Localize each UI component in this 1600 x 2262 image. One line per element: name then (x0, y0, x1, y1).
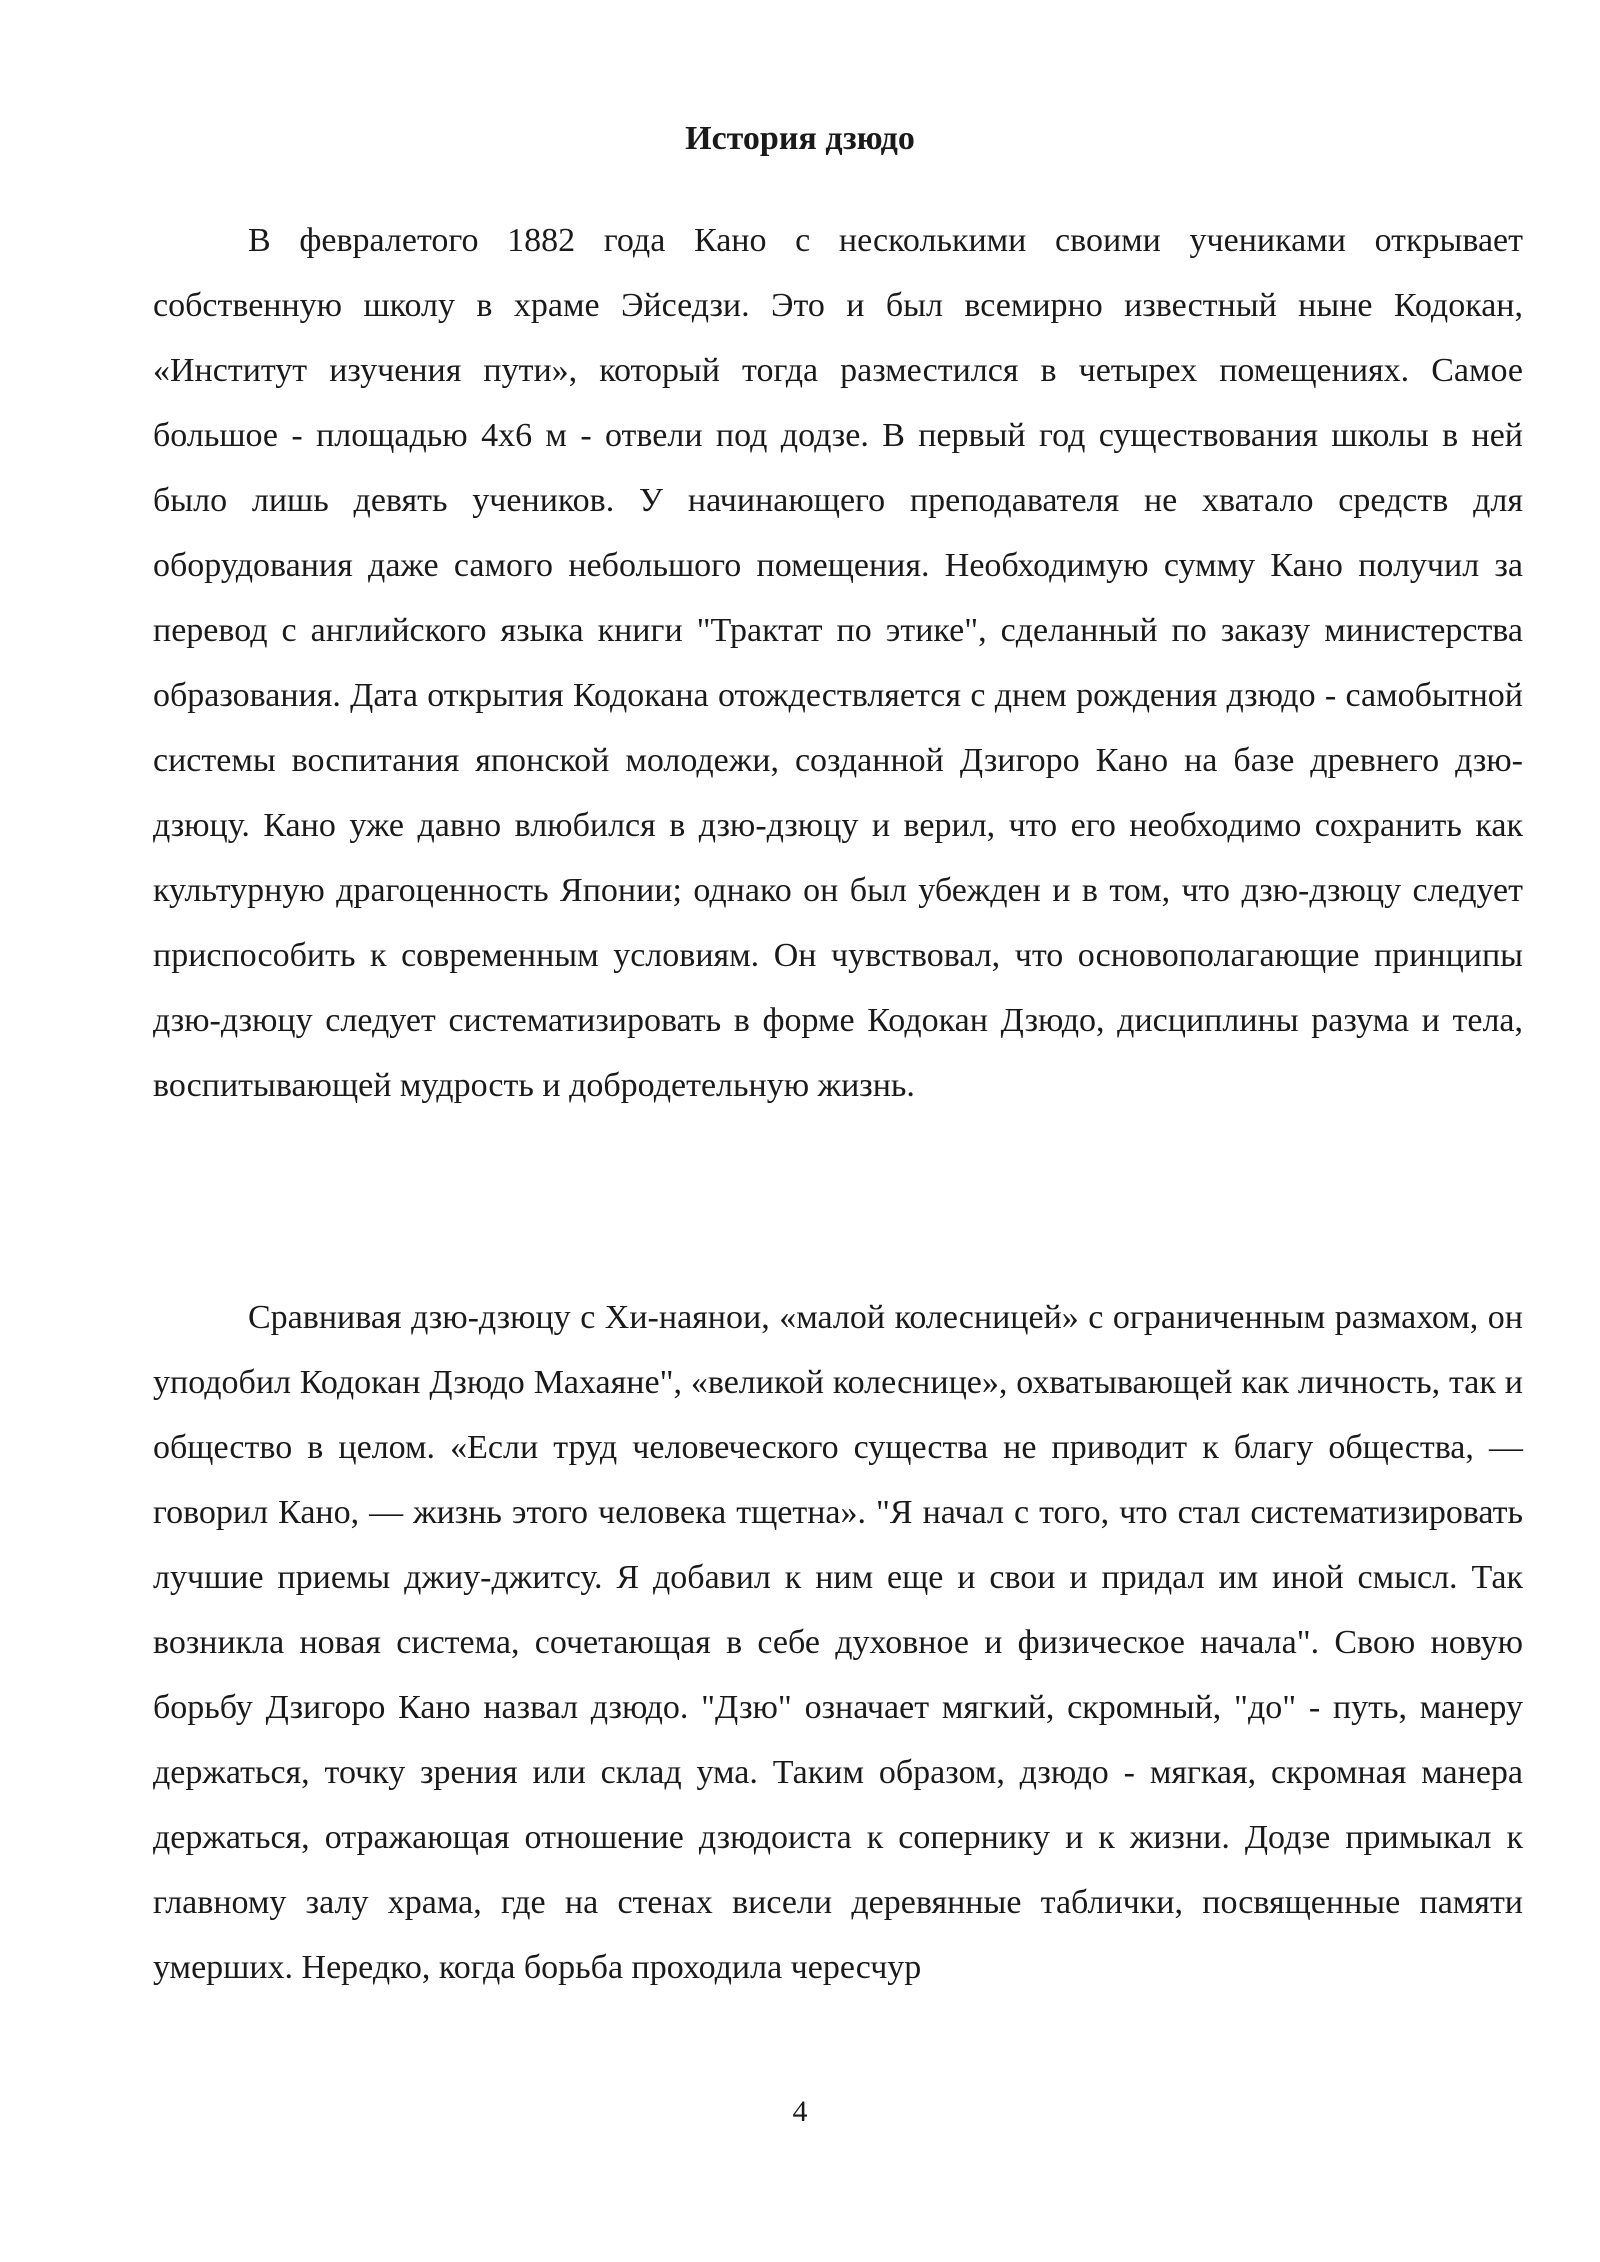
document-title: История дзюдо (685, 120, 915, 157)
paragraph-2: Сравнивая дзю-дзюцу с Хи-наянои, «малой колесницей» с ограниченным размахом, он уподобил Кодокан Дзюдо Махаяне", «великой колеснице», охватывающей как личность, так и общество в целом. «Если труд человеческого существа не приводит к благу общества, — говорил Кано, — жизнь этого человека тщетна». "Я начал с того, что стал систематизировать лучшие приемы джиу-джитсу. Я добавил к ним еще и свои и придал им иной смысл. Так возникла новая система, сочетающая в себе духовное и физическое начала". Свою новую борьбу Дзигоро Кано назвал дзюдо. "Дзю" означает мягкий, скромный, "до" - путь, манеру держаться, точку зрения или склад ума. Таким образом, дзюдо - мягкая, скромная манера держаться, отражающая отношение дзюдоиста к сопернику и к жизни. Додзе примыкал к главному залу храма, где на стенах висели деревянные таблички, посвященные памяти умерших. Нередко, когда борьба проходила чересчур (153, 1299, 1523, 1986)
page-number: 4 (792, 2095, 808, 2128)
paragraph-1: В февралетого 1882 года Кано с несколькими своими учениками открывает собственную школу в храме Эйседзи. Это и был всемирно известный ныне Кодокан, «Институт изучения пути», который тогда разместился в четырех помещениях. Самое большое - площадью 4х6 м - отвели под додзе. В первый год существования школы в ней было лишь девять учеников. У начинающего преподавателя не хватало средств для оборудования даже самого небольшого помещения. Необходимую сумму Кано получил за перевод с английского языка книги "Трактат по этике", сделанный по заказу министерства образования. Дата открытия Кодокана отождествляется с днем рождения дзюдо - самобытной системы воспитания японской молодежи, созданной Дзигоро Кано на базе древнего дзю-дзюцу. Кано уже давно влюбился в дзю-дзюцу и верил, что его необходимо сохранить как культурную драгоценность Японии; однако он был убежден и в том, что дзю-дзюцу следует приспособить к современным условиям. Он чувствовал, что основополагающие принципы дзю-дзюцу следует систематизировать в форме Кодокан Дзюдо, дисциплины разума и тела, воспитывающей мудрость и добродетельную жизнь. (153, 222, 1523, 1104)
